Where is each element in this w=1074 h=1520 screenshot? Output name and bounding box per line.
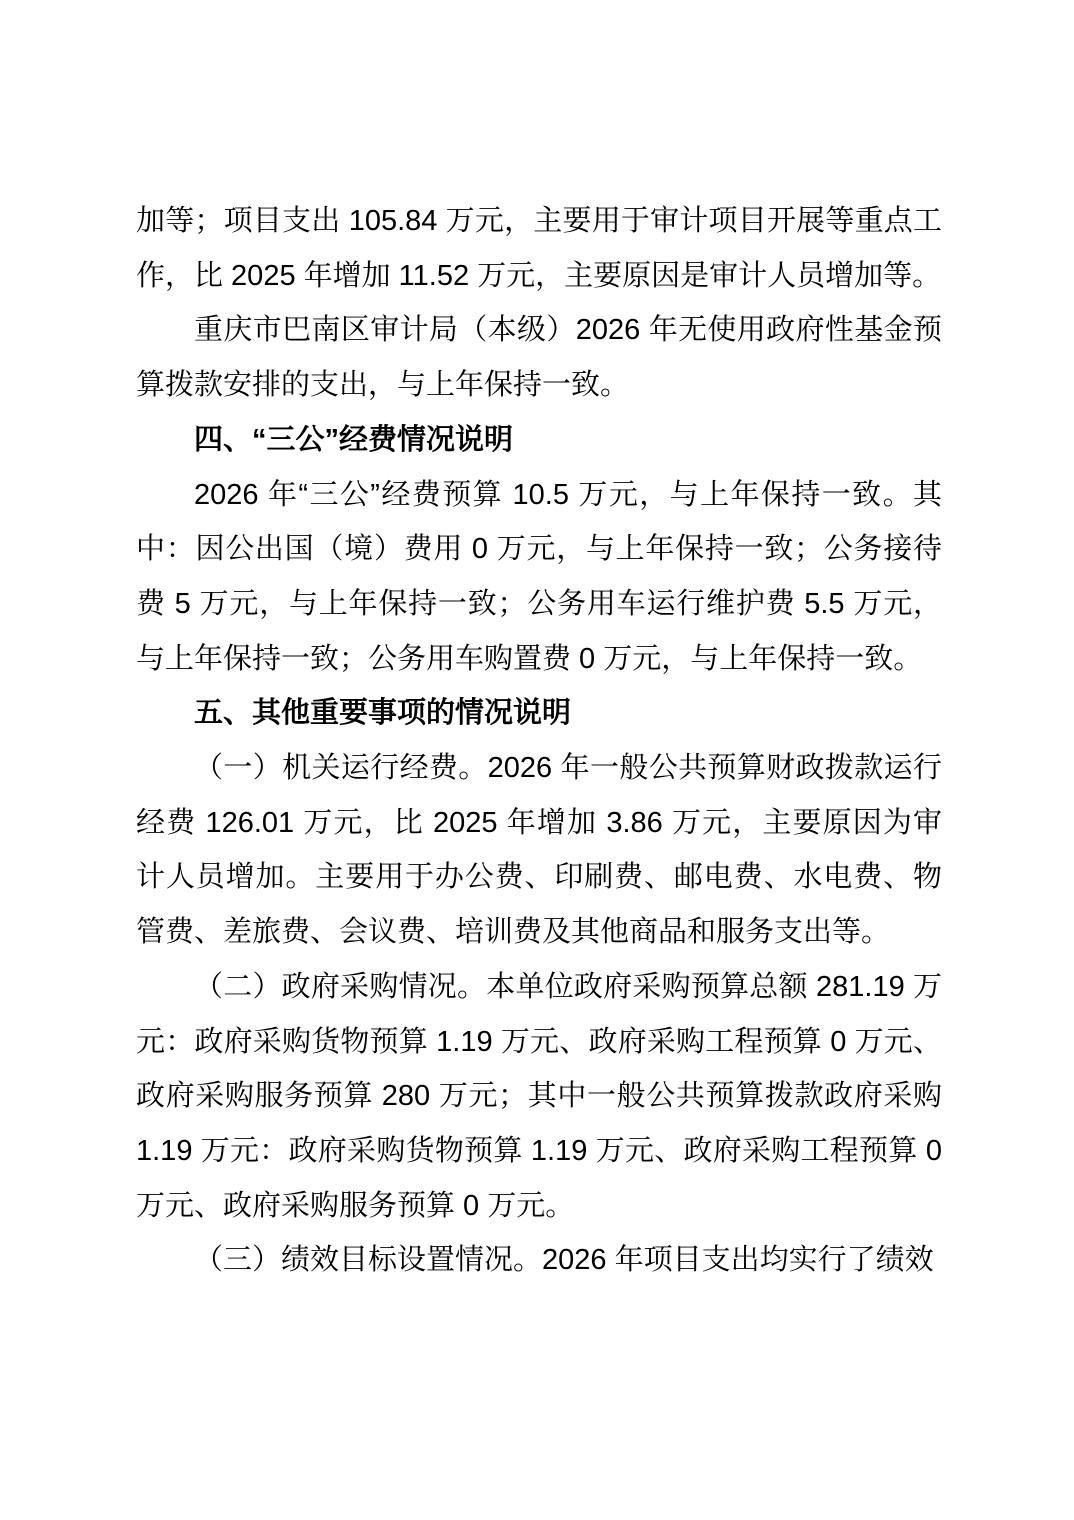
paragraph: 加等；项目支出 105.84 万元，主要用于审计项目开展等重点工作，比 2025 年增加 11.52 万元，主要原因是审计人员增加等。 <box>136 205 942 292</box>
paragraph: 2026 年“三公”经费预算 10.5 万元，与上年保持一致。其中：因公出国（境）费用 0 万元，与上年保持一致；公务接待费 5 万元，与上年保持一致；公务用车运行维护费 5.5 万元，与上年保持一致；公务用车购置费 0 万元，与上年保持一致。 <box>136 478 942 675</box>
section-heading: 四、“三公”经费情况说明 <box>194 423 514 456</box>
paragraph: （三）绩效目标设置情况。2026 年项目支出均实行了绩效 <box>194 1244 934 1277</box>
paragraph: 重庆市巴南区审计局（本级）2026 年无使用政府性基金预算拨款安排的支出，与上年保持一致。 <box>136 314 942 402</box>
paragraph: （二）政府采购情况。本单位政府采购预算总额 281.19 万元：政府采购货物预算 1.19 万元、政府采购工程预算 0 万元、政府采购服务预算 280 万元；其中一般公共预算拨款政府采购 1.19 万元：政府采购货物预算 1.19 万元、政府采购工程预算 0 万元、政府采购服务预算 0 万元。 <box>136 970 942 1222</box>
section-heading: 五、其他重要事项的情况说明 <box>194 697 572 730</box>
paragraph: （一）机关运行经费。2026 年一般公共预算财政拨款运行经费 126.01 万元，比 2025 年增加 3.86 万元，主要原因为审计人员增加。主要用于办公费、印刷费、邮电费、水电费、物管费、差旅费、会议费、培训费及其他商品和服务支出等。 <box>136 752 942 949</box>
document-content <box>136 194 942 1288</box>
